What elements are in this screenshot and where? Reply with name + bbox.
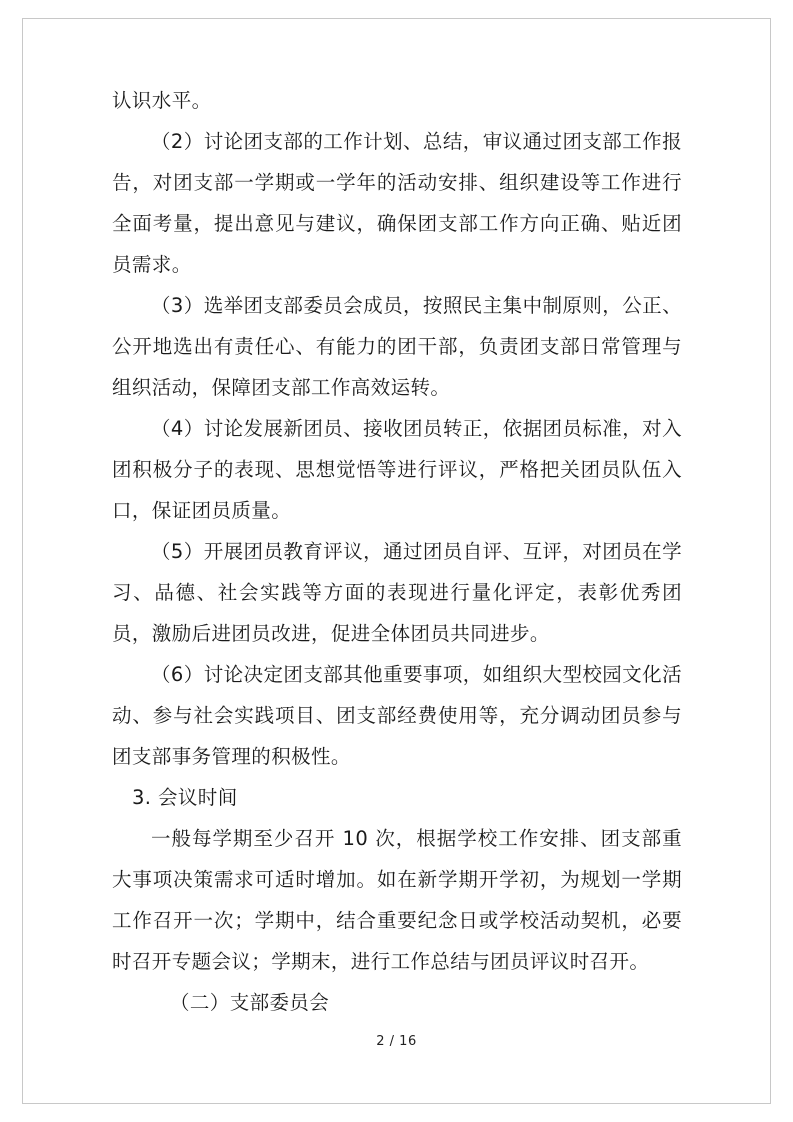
paragraph-meeting-time: 一般每学期至少召开 10 次，根据学校工作安排、团支部重大事项决策需求可适时增加。如在新学期开学初，为规划一学期工作召开一次；学期中，结合重要纪念日或学校活动契机，必要时召开专题会议；学期末，进行工作总结与团员评议时召开。 bbox=[112, 827, 682, 973]
paragraph-item-5: （5）开展团员教育评议，通过团员自评、互评，对团员在学习、品德、社会实践等方面的表现进行量化评定，表彰优秀团员，激励后进团员改进，促进全体团员共同进步。 bbox=[112, 540, 682, 645]
document-body bbox=[112, 80, 682, 1023]
paragraph-intro: 认识水平。 bbox=[112, 89, 212, 112]
heading-branch-committee: （二）支部委员会 bbox=[170, 991, 330, 1014]
heading-meeting-time: 3. 会议时间 bbox=[132, 786, 238, 809]
page-number: 2 / 16 bbox=[376, 1034, 417, 1049]
paragraph-item-6: （6）讨论决定团支部其他重要事项，如组织大型校园文化活动、参与社会实践项目、团支部经费使用等，充分调动团员参与团支部事务管理的积极性。 bbox=[112, 663, 682, 768]
paragraph-item-2: （2）讨论团支部的工作计划、总结，审议通过团支部工作报告，对团支部一学期或一学年的活动安排、组织建设等工作进行全面考量，提出意见与建议，确保团支部工作方向正确、贴近团员需求。 bbox=[112, 130, 682, 276]
paragraph-item-4: （4）讨论发展新团员、接收团员转正，依据团员标准，对入团积极分子的表现、思想觉悟等进行评议，严格把关团员队伍入口，保证团员质量。 bbox=[112, 417, 682, 522]
paragraph-item-3: （3）选举团支部委员会成员，按照民主集中制原则，公正、公开地选出有责任心、有能力的团干部，负责团支部日常管理与组织活动，保障团支部工作高效运转。 bbox=[112, 294, 682, 399]
